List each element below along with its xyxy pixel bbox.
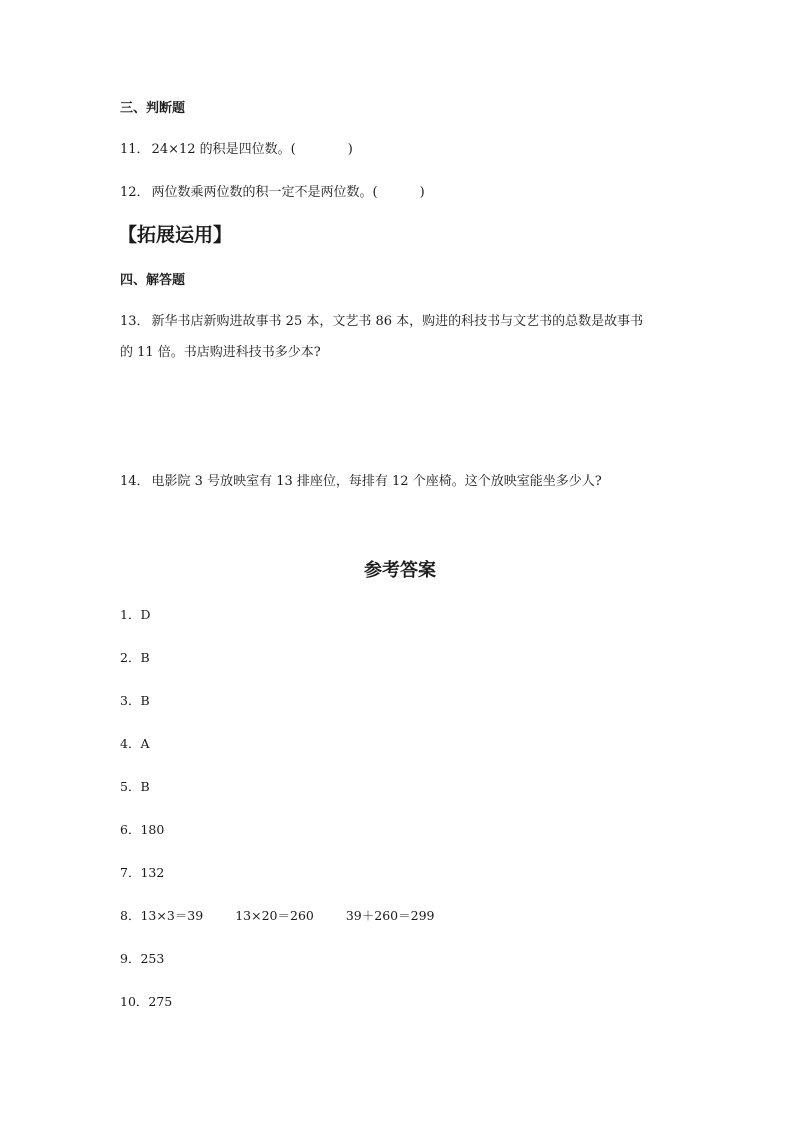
answer-item <box>120 609 150 622</box>
answer-number: 6． <box>120 822 141 837</box>
answer-number: 2． <box>120 650 141 665</box>
answer-number: 3． <box>120 693 141 708</box>
question-number: 14． <box>120 474 150 489</box>
answer-value: 180 <box>140 822 165 837</box>
answer-number: 4． <box>120 736 141 751</box>
answer-number: 9． <box>120 951 141 966</box>
question-11 <box>120 143 353 156</box>
answer-number: 8． <box>120 908 141 923</box>
answer-number: 5． <box>120 779 141 794</box>
answer-value: A <box>140 736 150 751</box>
question-close-paren: ) <box>347 142 353 157</box>
answer-item <box>120 781 150 794</box>
question-13-line-2: 的 11 倍。书店购进科技书多少本? <box>120 345 321 360</box>
question-14 <box>120 475 602 488</box>
question-text: 两位数乘两位数的积一定不是两位数。( <box>151 185 378 200</box>
answer-item <box>120 867 164 880</box>
answer-item <box>120 738 149 751</box>
answer-value: 13×3＝39 <box>140 908 204 923</box>
question-text: 24×12 的积是四位数。( <box>151 142 296 157</box>
answer-value: 132 <box>140 865 165 880</box>
question-close-paren: ) <box>419 185 425 200</box>
extension-heading: 【拓展运用】 <box>118 224 233 246</box>
answer-value: B <box>140 693 150 708</box>
answer-value-3: 39＋260＝299 <box>345 908 435 923</box>
answer-item <box>120 953 164 966</box>
answer-item <box>120 652 150 665</box>
answer-number: 7． <box>120 865 141 880</box>
answer-item <box>120 910 434 923</box>
question-number: 13． <box>120 314 150 329</box>
question-text: 新华书店新购进故事书 25 本，文艺书 86 本，购进的科技书与文艺书的总数是故事书 <box>151 314 644 329</box>
question-12 <box>120 186 425 199</box>
answer-value: B <box>140 650 150 665</box>
answer-value: 253 <box>140 951 165 966</box>
question-text: 电影院 3 号放映室有 13 排座位，每排有 12 个座椅。这个放映室能坐多少人? <box>151 474 602 489</box>
question-number: 12． <box>120 185 150 200</box>
question-number: 11． <box>120 142 150 157</box>
answer-number: 10． <box>120 994 149 1009</box>
section-heading-solve: 四、解答题 <box>120 273 186 288</box>
section-heading-judgement: 三、判断题 <box>120 101 186 116</box>
answer-value-2: 13×20＝260 <box>235 908 314 923</box>
answer-value: D <box>140 607 151 622</box>
answer-item <box>120 824 164 837</box>
answer-item <box>120 996 172 1009</box>
answers-title: 参考答案 <box>364 560 436 581</box>
question-13-line-1 <box>120 315 643 328</box>
answer-item <box>120 695 150 708</box>
answer-value: B <box>140 779 150 794</box>
answer-number: 1． <box>120 607 141 622</box>
answer-value: 275 <box>148 994 173 1009</box>
